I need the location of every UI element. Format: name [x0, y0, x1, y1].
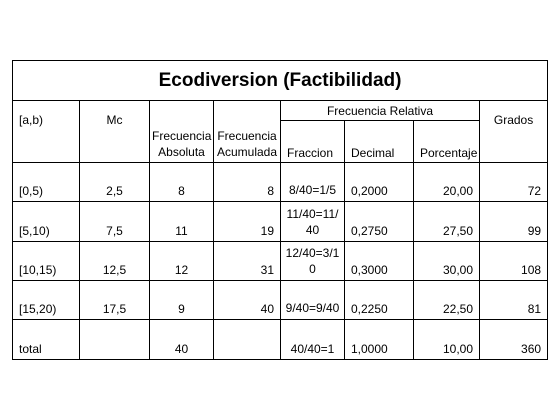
cell-decimal: 0,2250 — [345, 281, 414, 320]
cell-abs: 9 — [150, 281, 214, 320]
cell-total-mc — [80, 320, 150, 360]
cell-mc: 12,5 — [80, 241, 150, 280]
header-freq-absoluta-line2: Absoluta — [158, 144, 205, 159]
cell-fraccion — [281, 162, 345, 201]
cell-porcentaje: 20,00 — [414, 162, 480, 201]
header-freq-absoluta-line1: Frecuencia — [152, 128, 212, 143]
cell-interval: [0,5) — [13, 162, 80, 201]
cell-decimal: 0,2750 — [345, 202, 414, 241]
cell-mc: 2,5 — [80, 162, 150, 201]
cell-fraccion-line1: 9/40=9/40 — [285, 301, 340, 316]
cell-acum: 19 — [214, 202, 281, 241]
cell-mc: 7,5 — [80, 202, 150, 241]
cell-acum: 8 — [214, 162, 281, 201]
header-freq-acumulada — [214, 101, 281, 162]
frequency-table — [12, 60, 548, 360]
cell-abs: 12 — [150, 241, 214, 280]
table-title: Ecodiversion (Factibilidad) — [13, 61, 548, 101]
header-freq-acumulada-line2: Acumulada — [216, 144, 278, 159]
cell-interval: [15,20) — [13, 281, 80, 320]
table-row — [13, 281, 548, 320]
cell-total-acum — [214, 320, 281, 360]
header-mc: Mc — [80, 101, 150, 162]
cell-total-label: total — [13, 320, 80, 360]
cell-fraccion-line1: 12/40=3/1 — [285, 246, 340, 261]
cell-total-decimal: 1,0000 — [345, 320, 414, 360]
header-interval: [a,b) — [13, 101, 80, 162]
cell-fraccion — [281, 241, 345, 280]
cell-mc: 17,5 — [80, 281, 150, 320]
header-freq-absoluta — [150, 101, 214, 162]
header-freq-relativa: Frecuencia Relativa — [281, 101, 480, 121]
cell-abs: 11 — [150, 202, 214, 241]
cell-porcentaje: 27,50 — [414, 202, 480, 241]
cell-fraccion-line2: 40 — [305, 222, 320, 237]
cell-fraccion-line2: 0 — [309, 262, 316, 277]
cell-fraccion-line1: 11/40=11/ — [286, 206, 339, 221]
total-row — [13, 320, 548, 360]
cell-total-porcentaje: 10,00 — [414, 320, 480, 360]
cell-fraccion — [281, 281, 345, 320]
cell-acum: 40 — [214, 281, 281, 320]
table-row — [13, 202, 548, 241]
cell-porcentaje: 30,00 — [414, 241, 480, 280]
cell-acum: 31 — [214, 241, 281, 280]
cell-decimal: 0,2000 — [345, 162, 414, 201]
header-fraccion: Fraccion — [281, 121, 345, 163]
cell-fraccion — [281, 202, 345, 241]
cell-total-grados: 360 — [480, 320, 548, 360]
cell-grados: 72 — [480, 162, 548, 201]
cell-decimal: 0,3000 — [345, 241, 414, 280]
table-row — [13, 241, 548, 280]
cell-abs: 8 — [150, 162, 214, 201]
cell-total-fraccion: 40/40=1 — [281, 320, 345, 360]
cell-interval: [5,10) — [13, 202, 80, 241]
header-decimal: Decimal — [345, 121, 414, 163]
header-grados: Grados — [480, 101, 548, 162]
cell-grados: 81 — [480, 281, 548, 320]
cell-grados: 99 — [480, 202, 548, 241]
cell-interval: [10,15) — [13, 241, 80, 280]
cell-fraccion-line1: 8/40=1/5 — [288, 183, 337, 198]
cell-total-abs: 40 — [150, 320, 214, 360]
table-row — [13, 162, 548, 201]
cell-porcentaje: 22,50 — [414, 281, 480, 320]
header-porcentaje: Porcentaje — [414, 121, 480, 163]
header-freq-acumulada-line1: Frecuencia — [217, 128, 277, 143]
cell-grados: 108 — [480, 241, 548, 280]
